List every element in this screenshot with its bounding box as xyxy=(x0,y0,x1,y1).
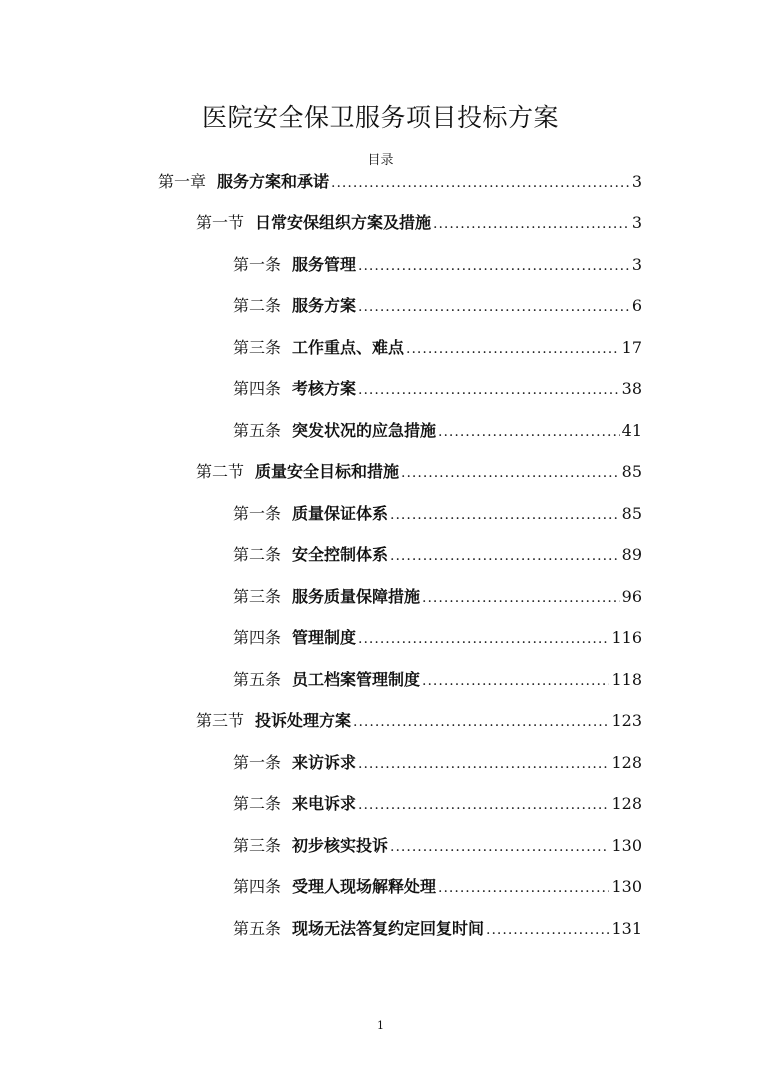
toc-dot-leader xyxy=(486,918,609,942)
toc-entry-article[interactable] xyxy=(233,543,642,567)
toc-entry-title: 现场无法答复约定回复时间 xyxy=(292,919,485,938)
toc-dot-leader xyxy=(422,586,620,610)
toc-entry-page: 3 xyxy=(631,255,642,274)
toc-dot-leader xyxy=(406,337,620,361)
toc-dot-leader xyxy=(358,378,620,402)
toc-entry-section-3[interactable] xyxy=(196,709,642,733)
toc-entry-page: 123 xyxy=(611,711,642,730)
toc-entry-number: 第四条 xyxy=(233,877,282,896)
toc-entry-title: 投诉处理方案 xyxy=(255,711,352,730)
toc-entry-section-2[interactable] xyxy=(196,460,642,484)
toc-entry-page: 38 xyxy=(621,379,642,398)
toc-dot-leader xyxy=(358,793,609,817)
toc-entry-number: 第四条 xyxy=(233,379,282,398)
toc-entry-page: 130 xyxy=(611,877,642,896)
toc-entry-title: 来访诉求 xyxy=(292,753,357,772)
toc-entry-number: 第三条 xyxy=(233,836,282,855)
toc-entry-page: 85 xyxy=(621,504,642,523)
toc-entry-number: 第一节 xyxy=(196,213,245,232)
toc-entry-title: 来电诉求 xyxy=(292,794,357,813)
toc-entry-page: 3 xyxy=(631,213,642,232)
toc-entry-number: 第一条 xyxy=(233,255,282,274)
toc-entry-article[interactable] xyxy=(233,336,642,360)
toc-entry-page: 41 xyxy=(621,421,642,440)
toc-entry-page: 128 xyxy=(611,753,642,772)
toc-entry-section-1[interactable] xyxy=(196,211,642,235)
toc-entry-article[interactable] xyxy=(233,668,642,692)
toc-entry-title: 质量保证体系 xyxy=(292,504,389,523)
toc-entry-number: 第五条 xyxy=(233,421,282,440)
toc-entry-page: 128 xyxy=(611,794,642,813)
toc-entry-title: 服务质量保障措施 xyxy=(292,587,421,606)
toc-entry-number: 第三条 xyxy=(233,587,282,606)
toc-entry-number: 第五条 xyxy=(233,670,282,689)
toc-entry-article[interactable] xyxy=(233,419,642,443)
toc-entry-page: 17 xyxy=(621,338,642,357)
toc-entry-page: 118 xyxy=(611,670,642,689)
toc-entry-title: 日常安保组织方案及措施 xyxy=(255,213,432,232)
toc-dot-leader xyxy=(390,835,609,859)
toc-dot-leader xyxy=(358,295,630,319)
toc-entry-title: 员工档案管理制度 xyxy=(292,670,421,689)
toc-entry-number: 第一条 xyxy=(233,504,282,523)
toc-entry-page: 130 xyxy=(611,836,642,855)
toc-entry-page: 116 xyxy=(611,628,642,647)
toc-entry-number: 第三节 xyxy=(196,711,245,730)
toc-entry-title: 初步核实投诉 xyxy=(292,836,389,855)
toc-entry-article[interactable] xyxy=(233,834,642,858)
toc-entry-number: 第五条 xyxy=(233,919,282,938)
toc-entry-article[interactable] xyxy=(233,253,642,277)
toc-entry-title: 受理人现场解释处理 xyxy=(292,877,437,896)
toc-entry-number: 第四条 xyxy=(233,628,282,647)
toc-entry-article[interactable] xyxy=(233,917,642,941)
toc-dot-leader xyxy=(390,503,620,527)
toc-entry-page: 89 xyxy=(621,545,642,564)
toc-entry-number: 第一章 xyxy=(158,172,207,191)
toc-dot-leader xyxy=(433,212,630,236)
toc-dot-leader xyxy=(390,544,620,568)
toc-entry-title: 质量安全目标和措施 xyxy=(255,462,400,481)
toc-entry-number: 第二条 xyxy=(233,794,282,813)
toc-entry-article[interactable] xyxy=(233,294,642,318)
toc-entry-page: 131 xyxy=(611,919,642,938)
toc-entry-chapter-1[interactable] xyxy=(158,170,642,194)
toc-entry-number: 第二节 xyxy=(196,462,245,481)
toc-entry-title: 安全控制体系 xyxy=(292,545,389,564)
toc-entry-article[interactable] xyxy=(233,626,642,650)
toc-entry-number: 第一条 xyxy=(233,753,282,772)
toc-entry-page: 85 xyxy=(621,462,642,481)
toc-dot-leader xyxy=(358,627,609,651)
toc-entry-number: 第二条 xyxy=(233,545,282,564)
page-number: 1 xyxy=(377,1019,384,1032)
toc-dot-leader xyxy=(438,420,620,444)
toc-dot-leader xyxy=(438,876,609,900)
toc-entry-page: 6 xyxy=(631,296,642,315)
toc-entry-article[interactable] xyxy=(233,751,642,775)
toc-entry-article[interactable] xyxy=(233,792,642,816)
toc-entry-title: 服务管理 xyxy=(292,255,357,274)
toc-entry-title: 管理制度 xyxy=(292,628,357,647)
toc-dot-leader xyxy=(353,710,609,734)
toc-dot-leader xyxy=(358,752,609,776)
toc-heading: 目录 xyxy=(367,153,394,168)
toc-entry-title: 服务方案和承诺 xyxy=(217,172,330,191)
toc-dot-leader xyxy=(331,171,630,195)
toc-entry-page: 3 xyxy=(631,172,642,191)
toc-entry-title: 突发状况的应急措施 xyxy=(292,421,437,440)
toc-entry-title: 工作重点、难点 xyxy=(292,338,405,357)
toc-entry-number: 第三条 xyxy=(233,338,282,357)
toc-entry-article[interactable] xyxy=(233,875,642,899)
toc-entry-title: 服务方案 xyxy=(292,296,357,315)
toc-entry-number: 第二条 xyxy=(233,296,282,315)
toc-entry-article[interactable] xyxy=(233,377,642,401)
toc-dot-leader xyxy=(358,254,630,278)
toc-dot-leader xyxy=(422,669,609,693)
document-title: 医院安全保卫服务项目投标方案 xyxy=(201,103,559,132)
toc-entry-article[interactable] xyxy=(233,502,642,526)
toc-dot-leader xyxy=(401,461,620,485)
toc-entry-article[interactable] xyxy=(233,585,642,609)
toc-entry-page: 96 xyxy=(621,587,642,606)
toc-entry-title: 考核方案 xyxy=(292,379,357,398)
